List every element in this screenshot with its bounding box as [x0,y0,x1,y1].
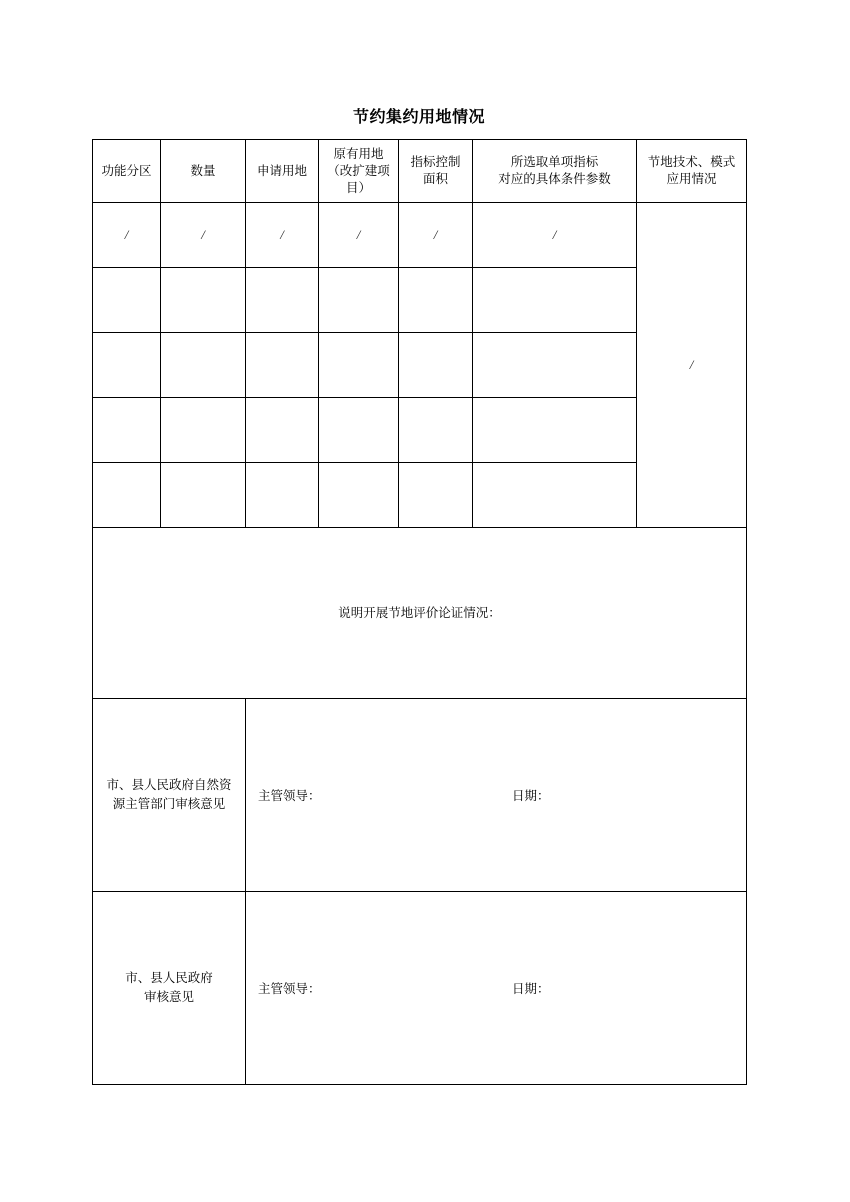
opinion-content-natural-resources[interactable] [246,699,747,892]
page-title: 节约集约用地情况 [352,109,485,126]
cell-quantity[interactable] [161,268,246,333]
header-label-line2: 面积 [422,172,448,186]
signature-row [246,979,746,997]
opinion-label-line2: 源主管部门审核意见 [112,797,226,811]
cell-functional-zone[interactable] [93,203,161,268]
cell-functional-zone[interactable] [93,398,161,463]
opinion-content-government[interactable] [246,892,747,1085]
opinion-label-line1: 市、县人民政府自然资 [106,778,232,792]
header-label-line2: 对应的具体条件参数 [498,172,611,186]
cell-applied-land[interactable] [246,463,319,528]
note-label: 说明开展节地评价论证情况： [338,606,501,620]
cell-existing-land[interactable] [319,463,399,528]
cell-value: / [433,227,438,242]
header-label-line1: 原有用地 [333,146,384,161]
cell-existing-land[interactable] [319,268,399,333]
header-label-line1: 所选取单项指标 [510,155,599,169]
note-section-cell[interactable] [93,528,747,699]
date-label: 日期： [512,982,550,996]
cell-functional-zone[interactable] [93,463,161,528]
date-label: 日期： [512,789,550,803]
cell-quantity[interactable] [161,463,246,528]
cell-value: / [356,227,361,242]
cell-specific-parameters[interactable] [473,333,637,398]
cell-index-control-area[interactable] [399,333,473,398]
note-section-row [93,528,747,699]
opinion-label-government [93,892,246,1085]
cell-existing-land[interactable] [319,203,399,268]
table-row [93,203,747,268]
header-cell-index-control-area [399,140,473,203]
land-use-form-table [92,139,747,1085]
header-label-line1: 指标控制 [410,155,461,169]
cell-index-control-area[interactable] [399,463,473,528]
opinion-label-line2: 审核意见 [143,990,194,1004]
cell-value: / [124,227,129,242]
supervising-leader-label: 主管领导： [258,789,321,803]
cell-quantity[interactable] [161,203,246,268]
cell-applied-land[interactable] [246,268,319,333]
cell-land-saving-tech-merged[interactable] [637,203,747,528]
cell-value: / [201,227,205,242]
header-cell-applied-land [246,140,319,203]
supervising-leader-label: 主管领导： [258,982,321,996]
cell-index-control-area[interactable] [399,398,473,463]
header-label: 申请用地 [256,163,307,178]
header-label: 数量 [190,163,216,178]
cell-applied-land[interactable] [246,203,319,268]
cell-specific-parameters[interactable] [473,463,637,528]
header-label: 功能分区 [101,163,152,178]
cell-applied-land[interactable] [246,398,319,463]
cell-index-control-area[interactable] [399,268,473,333]
header-label-line2: 应用情况 [666,172,717,186]
opinion-label-line1: 市、县人民政府 [125,971,213,985]
cell-functional-zone[interactable] [93,333,161,398]
header-cell-functional-zone [93,140,161,203]
opinion-row-government [93,892,747,1085]
header-label-line3: 目） [345,180,371,195]
opinion-row-natural-resources [93,699,747,892]
cell-quantity[interactable] [161,333,246,398]
cell-existing-land[interactable] [319,398,399,463]
cell-applied-land[interactable] [246,333,319,398]
header-label-line1: 节地技术、模式 [647,155,736,169]
cell-existing-land[interactable] [319,333,399,398]
cell-value: / [280,227,284,242]
table-header-row [93,140,747,203]
cell-value: / [689,357,694,372]
cell-specific-parameters[interactable] [473,268,637,333]
cell-quantity[interactable] [161,398,246,463]
header-cell-existing-land [319,140,399,203]
cell-specific-parameters[interactable] [473,203,637,268]
header-cell-land-saving-tech [637,140,747,203]
header-cell-quantity [161,140,246,203]
cell-index-control-area[interactable] [399,203,473,268]
header-label-line2: （改扩建项 [327,163,390,178]
cell-functional-zone[interactable] [93,268,161,333]
cell-specific-parameters[interactable] [473,398,637,463]
signature-row [246,786,746,804]
cell-value: / [552,227,557,242]
header-cell-specific-parameters [473,140,637,203]
opinion-label-natural-resources [93,699,246,892]
